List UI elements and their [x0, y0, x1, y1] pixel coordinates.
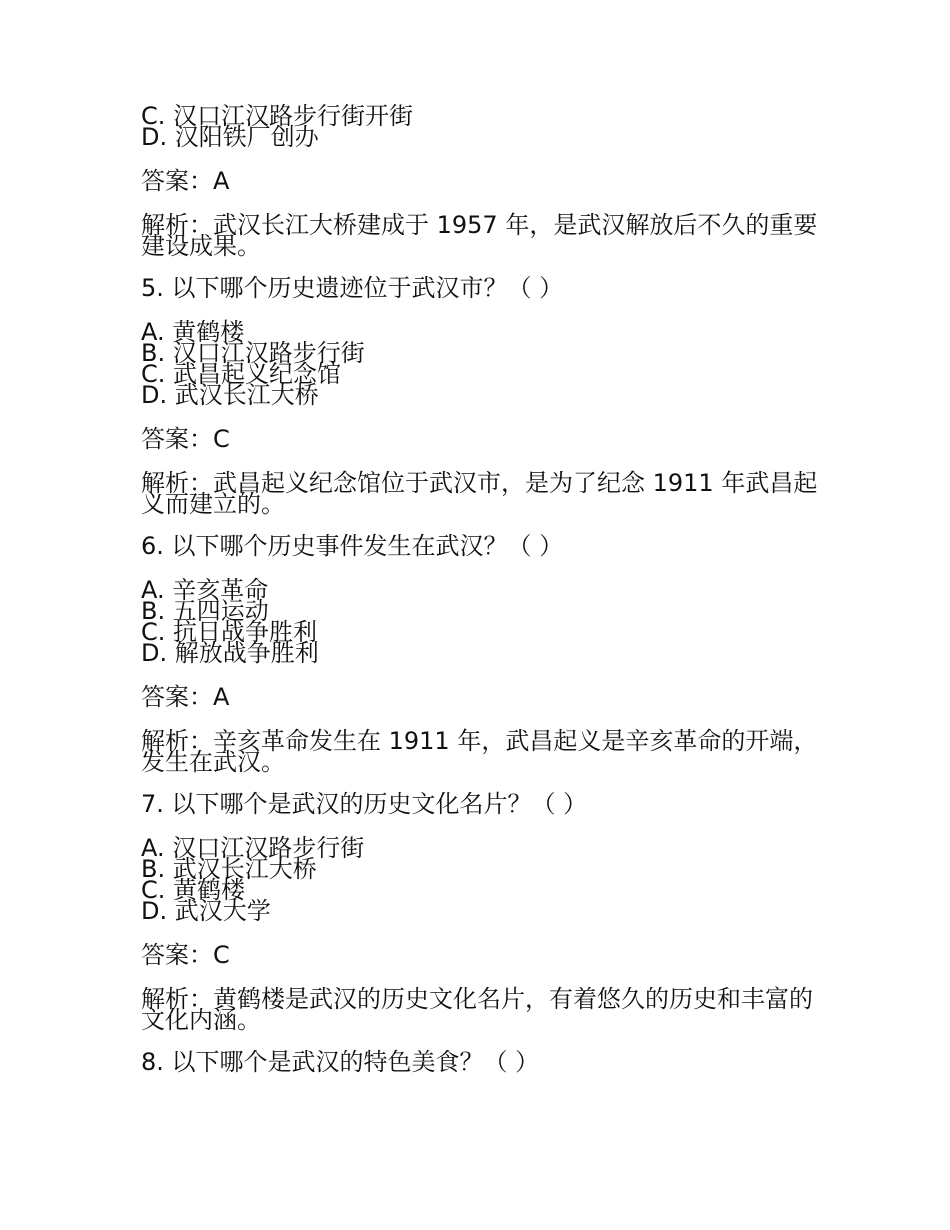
option-item: A. 黄鹤楼 — [141, 318, 245, 346]
answer-text: 答案：C — [141, 425, 230, 453]
analysis-text: 解析：黄鹤楼是武汉的历史文化名片，有着悠久的历史和丰富的文化内涵。 — [141, 985, 813, 1034]
option-item: C. 汉口江汉路步行街开街 — [141, 102, 414, 130]
option-item: B. 汉口江汉路步行街 — [141, 339, 365, 367]
question-title: 7. 以下哪个是武汉的历史文化名片？（ ） — [141, 790, 588, 818]
option-item: C. 黄鹤楼 — [141, 876, 246, 904]
analysis-text: 解析：武昌起义纪念馆位于武汉市，是为了纪念 1911 年武昌起义而建立的。 — [141, 469, 818, 518]
option-item: C. 抗日战争胜利 — [141, 618, 318, 646]
option-item: B. 五四运动 — [141, 597, 269, 625]
options-list — [141, 102, 821, 151]
analysis-text: 解析：辛亥革命发生在 1911 年，武昌起义是辛亥革命的开端，发生在武汉。 — [141, 727, 818, 776]
options-list — [141, 834, 821, 925]
question-title: 5. 以下哪个历史遗迹位于武汉市？（ ） — [141, 274, 564, 302]
option-item: D. 汉阳铁厂创办 — [141, 123, 319, 151]
option-item: D. 武汉大学 — [141, 897, 271, 925]
document-page — [141, 102, 821, 1076]
analysis-text: 解析：武汉长江大桥建成于 1957 年，是武汉解放后不久的重要建设成果。 — [141, 211, 818, 260]
answer-text: 答案：A — [141, 167, 230, 195]
options-list — [141, 318, 821, 409]
question-title: 8. 以下哪个是武汉的特色美食？（ ） — [141, 1048, 540, 1076]
answer-text: 答案：A — [141, 683, 230, 711]
option-item: C. 武昌起义纪念馆 — [141, 360, 342, 388]
question-title: 6. 以下哪个历史事件发生在武汉？（ ） — [141, 532, 564, 560]
option-item: A. 汉口江汉路步行街 — [141, 834, 365, 862]
answer-text: 答案：C — [141, 941, 230, 969]
option-item: A. 辛亥革命 — [141, 576, 269, 604]
options-list — [141, 576, 821, 667]
option-item: B. 武汉长江大桥 — [141, 855, 317, 883]
option-item: D. 武汉长江大桥 — [141, 381, 319, 409]
option-item: D. 解放战争胜利 — [141, 639, 319, 667]
